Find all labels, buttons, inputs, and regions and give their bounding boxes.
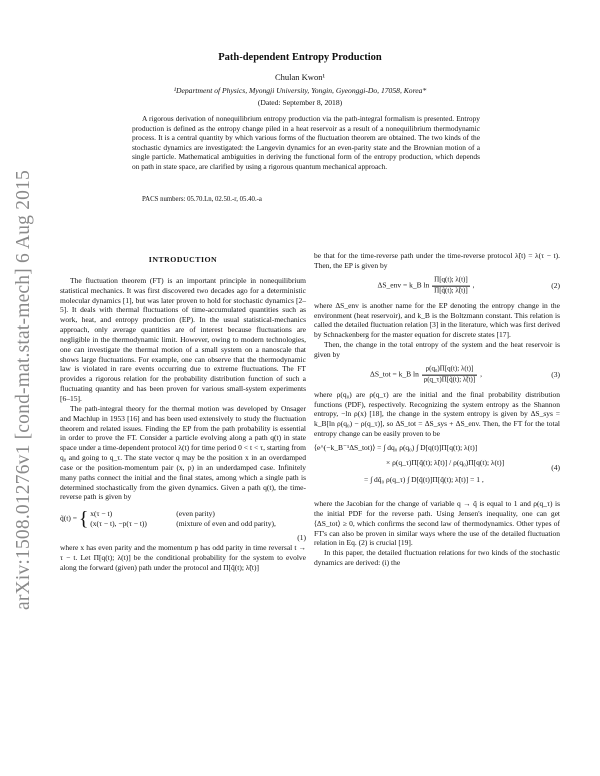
equation-3 <box>314 362 560 388</box>
eq2-denominator: Π[q̃(t); λ̃(t)] <box>434 286 468 295</box>
eq2-lhs: ΔS_env = k_B ln <box>377 280 430 290</box>
eq3-lhs: ΔS_tot = k_B ln <box>370 369 419 379</box>
eq3-denominator: ρ(q_τ)Π[q̃(t); λ̃(t)] <box>423 375 476 384</box>
eq2-number: (2) <box>551 280 560 290</box>
paragraph: where x has even parity and the momentum p has odd parity in time reversal t → τ − t. Let Π[q(t); λ(t)] be the conditional probability for the system to evolve along the forward (given) path under the protocol and Π[q̃(t); λ̃(t)] <box>60 543 306 572</box>
eq4-line3: = ∫ dq̃₀ ρ(q_τ) ∫ D[q̃(t)]Π[q̃(t); λ̃(t)] = 1 , <box>364 474 484 484</box>
paper-title: Path-dependent Entropy Production <box>218 52 382 63</box>
paragraph: The fluctuation theorem (FT) is an important principle in nonequilibrium statistical mechanics. It was first discovered two decades ago for a deterministic molecular dynamics [1], but was later proven to hold for stochastic dynamics [2–5]. It deals with thermal fluctuations of time-accumulated quantities such as work, heat, and entropy production (EP). In the usual statistical-mechanics approach, only average quantities are of interest because fluctuations are negligible in the thermodynamic limit. However, owing to modern technologies, one can investigate the thermal motion of a small system on a nanoscale that shows large fluctuations. For example, one can observe that the thermodynamic law is violated in rare events occurring due to extreme fluctuations. The FT provides a rigorous relation for the probability distribution function of such a fluctuating quantity and has been proven for various small-system experiments [6–15]. <box>60 275 306 403</box>
eq2-fraction <box>432 275 470 296</box>
eq1-case2: (x(τ − t), −p(τ − t)) <box>90 519 147 529</box>
paragraph: where ΔS_env is another name for the EP denoting the entropy change in the environment (heat reservoir), and k_B is the Boltzmann constant. This relation is called the detailed fluctuation relation [3] in the literature, which was first derived by Schnackenberg for the master equation for discrete states [17]. <box>314 300 560 340</box>
eq1-case2-note: (mixture of even and odd parity), <box>176 519 276 529</box>
paragraph: In this paper, the detailed fluctuation relations for two kinds of the stochastic dynamics are derived: (i) the <box>314 548 560 568</box>
eq1-lhs: q̃(t) = <box>60 513 77 523</box>
eq1-number: (1) <box>297 533 306 543</box>
equation-1 <box>60 504 306 534</box>
arxiv-id-text: arXiv:1508.01276v1 [cond-mat.stat-mech] 6 Aug 2015 <box>13 170 34 610</box>
paragraph: The path-integral theory for the thermal motion was developed by Onsager and Machlup in 1953 [16] and has been used extensively to study the fluctuation theorem and related issues. Finding the EP from the path probability is essential in order to prove the FT. Consider a particle evolving along a path q(t) in state space under a time-dependent protocol λ(t) for time period 0 < t < τ, starting from q₀ and going to q_τ. The state vector q may be the position x in an overdamped case or the position-momentum pair (x, p) in an underdamped case. Infinitely many paths connect the initial and the final states, among which a single path is determined stochastically from the given dynamics. Given a path q(t), the time-reverse path is given by <box>60 403 306 502</box>
eq1-cases <box>90 509 276 529</box>
paragraph: be that for the time-reverse path under the time-reverse protocol λ̃(t) = λ(τ − t). Then, the EP is given by <box>314 251 560 270</box>
eq3-fraction <box>422 364 478 385</box>
equation-4 <box>314 443 560 493</box>
equation-2 <box>314 273 560 299</box>
affiliation-line: ¹Department of Physics, Myongji University, Yongin, Gyeonggi-Do, 17058, Korea* <box>173 86 427 95</box>
paragraph: Then, the change in the total entropy of the system and the heat reservoir is given by <box>314 340 560 359</box>
section-heading: INTRODUCTION <box>148 255 218 264</box>
eq2-numerator: Π[q(t); λ(t)] <box>432 275 470 286</box>
eq2-tail: , <box>472 280 475 290</box>
paragraph: where the Jacobian for the change of variable q → q̃ is equal to 1 and ρ(q_τ) is the initial PDF for the reverse path. Using Jensen's inequality, one can get ⟨ΔS_tot⟩ ≥ 0, which confirms the second law of thermodynamics. Other types of FT's can also be proven in similar ways where the use of the detailed fluctuation relation in Eq. (2) is crucial [19]. <box>314 498 560 548</box>
eq3-numerator: ρ(q₀)Π[q(t); λ(t)] <box>422 364 478 375</box>
pacs-numbers: PACS numbers: 05.70.Ln, 02.50.-r, 05.40.-a <box>142 196 262 203</box>
eq1-case1: x(τ − t) <box>90 509 113 519</box>
author-line: Chulan Kwon¹ <box>274 72 325 82</box>
arxiv-identifier-stamp <box>6 170 42 610</box>
paragraph: where ρ(q₀) are ρ(q_τ) are the initial and the final probability distribution functions (PDF), respectively. Recognizing the system entropy as the Shannon entropy, −ln ρ(x) [18], the change in the system entropy is given by ΔS_sys = k_B[ln ρ(q₀) − ρ(q_τ)], so ΔS_tot = ΔS_sys + ΔS_env. Then, the FT for the total entropy change can be easily proven to be <box>314 389 560 439</box>
eq4-line2: × ρ(q_τ)Π[q̃(t); λ̃(t)] / ρ(q₀)Π[q(t); λ(t)] <box>386 457 505 467</box>
left-brace: { <box>78 508 89 531</box>
right-column <box>314 251 560 568</box>
eq3-tail: , <box>480 369 482 379</box>
eq4-line1: ⟨e^(−k_B⁻¹ΔS_tot)⟩ = ∫ dq₀ ρ(q₀) ∫ D[q(t)]Π[q(t); λ(t)] <box>314 442 478 452</box>
eq1-case1-note: (even parity) <box>176 509 215 519</box>
eq3-number: (3) <box>551 369 560 379</box>
date-line: (Dated: September 8, 2018) <box>257 98 343 107</box>
left-column <box>60 255 306 573</box>
abstract: A rigorous derivation of nonequilibrium entropy production via the path-integral formalism is presented. Entropy production is defined as the entropy change piled in a heat reservoir as a result of a nonequilibrium thermodynamic process. It is a central quantity by which various forms of the fluctuation theorem are obtained. The two kinds of the stochastic dynamics are investigated: the Langevin dynamics for an even-parity state and the Brownian motion of a single particle. Mathematical ambiguities in deriving the functional form of the entropy production, which depends on path in state space, are clarified by using a rigorous quantum mechanical approach. <box>132 114 480 171</box>
eq4-number: (4) <box>551 462 560 472</box>
